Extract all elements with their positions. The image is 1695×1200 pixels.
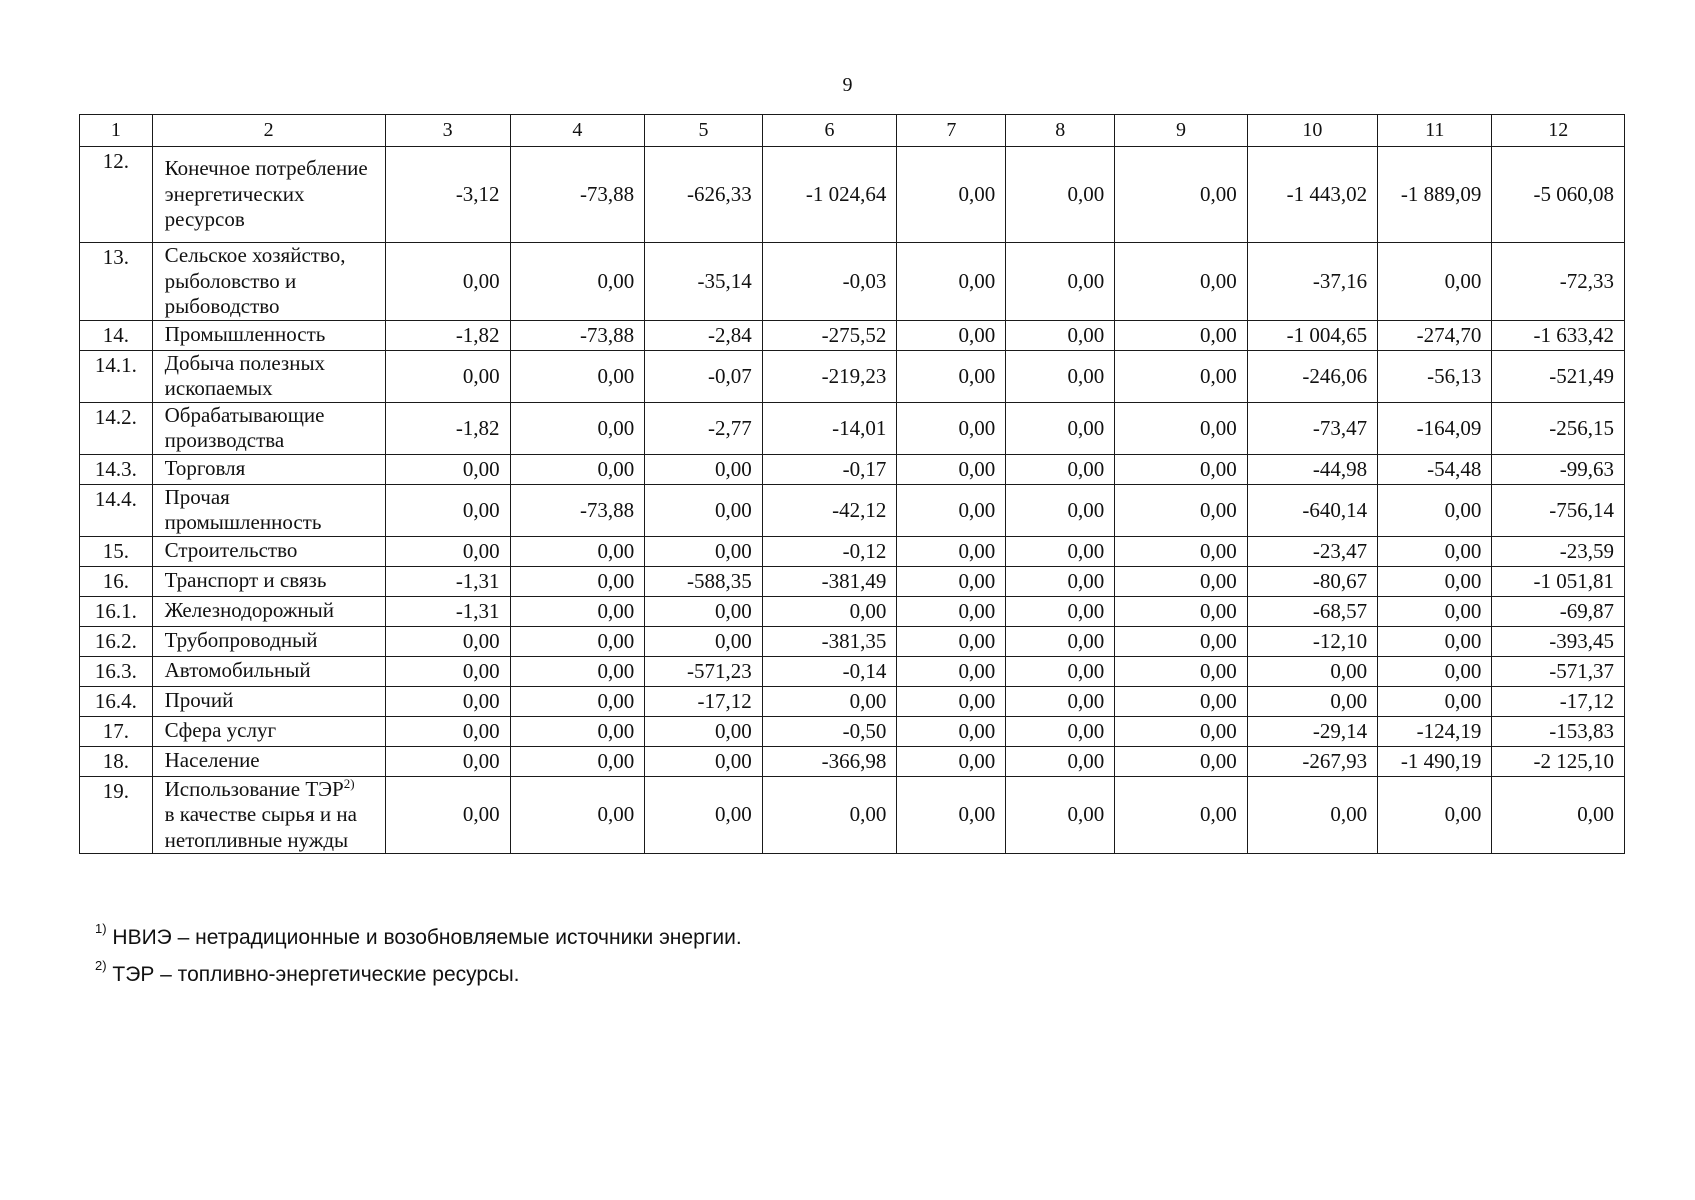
table-row	[80, 686, 1625, 716]
table-row	[80, 716, 1625, 746]
value-cell: -275,52	[762, 320, 897, 350]
value-cell: 0,00	[1247, 686, 1377, 716]
value-cell: -35,14	[645, 243, 763, 321]
value-cell: 0,00	[385, 243, 510, 321]
row-name-continuation: в качестве сырья и на нетопливные нужды	[164, 802, 357, 852]
value-cell: 0,00	[510, 686, 645, 716]
value-cell: -571,37	[1492, 656, 1625, 686]
value-cell: 0,00	[897, 566, 1006, 596]
value-cell: 0,00	[1115, 596, 1247, 626]
value-cell: 0,00	[645, 776, 763, 854]
value-cell: -2 125,10	[1492, 746, 1625, 776]
row-name: Торговля	[152, 454, 385, 484]
value-cell: 0,00	[897, 656, 1006, 686]
value-cell: -640,14	[1247, 484, 1377, 536]
value-cell: -14,01	[762, 402, 897, 454]
table-row	[80, 566, 1625, 596]
row-number: 13.	[80, 243, 153, 321]
row-number: 16.4.	[80, 686, 153, 716]
row-number: 14.1.	[80, 350, 153, 402]
value-cell: 0,00	[897, 626, 1006, 656]
value-cell: 0,00	[1115, 243, 1247, 321]
value-cell: -42,12	[762, 484, 897, 536]
row-number: 14.	[80, 320, 153, 350]
row-number: 17.	[80, 716, 153, 746]
value-cell: -124,19	[1378, 716, 1492, 746]
footnote-text: ТЭР – топливно-энергетические ресурсы.	[112, 963, 520, 986]
value-cell: -1,31	[385, 596, 510, 626]
value-cell: -381,35	[762, 626, 897, 656]
value-cell: 0,00	[1115, 566, 1247, 596]
value-cell: 0,00	[510, 746, 645, 776]
value-cell: 0,00	[645, 536, 763, 566]
value-cell: 0,00	[510, 243, 645, 321]
row-number: 14.3.	[80, 454, 153, 484]
row-name: Сфера услуг	[152, 716, 385, 746]
table-row	[80, 776, 1625, 854]
value-cell: 0,00	[510, 454, 645, 484]
row-name: Обрабатывающие производства	[152, 402, 385, 454]
value-cell: -23,47	[1247, 536, 1377, 566]
value-cell: 0,00	[1115, 402, 1247, 454]
row-name: Строительство	[152, 536, 385, 566]
value-cell: 0,00	[1006, 746, 1115, 776]
row-number: 12.	[80, 147, 153, 243]
value-cell: 0,00	[1115, 716, 1247, 746]
value-cell: -2,84	[645, 320, 763, 350]
value-cell: 0,00	[897, 776, 1006, 854]
row-number: 16.3.	[80, 656, 153, 686]
energy-balance-table	[79, 114, 1625, 854]
column-number-row	[80, 115, 1625, 147]
value-cell: 0,00	[897, 716, 1006, 746]
footnote-ref: 2)	[343, 776, 355, 791]
footnote-mark: 1)	[95, 921, 107, 936]
value-cell: 0,00	[645, 746, 763, 776]
row-name: Автомобильный	[152, 656, 385, 686]
row-name: Транспорт и связь	[152, 566, 385, 596]
value-cell: 0,00	[1378, 566, 1492, 596]
column-header: 6	[762, 115, 897, 147]
value-cell: -381,49	[762, 566, 897, 596]
value-cell: 0,00	[645, 626, 763, 656]
value-cell: -393,45	[1492, 626, 1625, 656]
value-cell: 0,00	[1115, 656, 1247, 686]
value-cell: -626,33	[645, 147, 763, 243]
value-cell: 0,00	[510, 716, 645, 746]
value-cell: 0,00	[897, 402, 1006, 454]
row-number: 16.1.	[80, 596, 153, 626]
value-cell: 0,00	[1006, 566, 1115, 596]
value-cell: 0,00	[897, 454, 1006, 484]
value-cell: 0,00	[1247, 656, 1377, 686]
value-cell: 0,00	[1378, 243, 1492, 321]
row-name	[152, 776, 385, 854]
value-cell: -219,23	[762, 350, 897, 402]
footnote-2	[95, 953, 742, 990]
value-cell: 0,00	[1115, 350, 1247, 402]
row-number: 16.	[80, 566, 153, 596]
value-cell: 0,00	[1006, 243, 1115, 321]
value-cell: -756,14	[1492, 484, 1625, 536]
value-cell: 0,00	[510, 566, 645, 596]
value-cell: -256,15	[1492, 402, 1625, 454]
table-row	[80, 454, 1625, 484]
row-name: Конечное потребление энергетических ресурсов	[152, 147, 385, 243]
value-cell: 0,00	[1006, 350, 1115, 402]
row-number: 18.	[80, 746, 153, 776]
value-cell: -68,57	[1247, 596, 1377, 626]
value-cell: 0,00	[1006, 656, 1115, 686]
value-cell: 0,00	[385, 686, 510, 716]
value-cell: 0,00	[897, 320, 1006, 350]
value-cell: 0,00	[1006, 320, 1115, 350]
value-cell: 0,00	[645, 484, 763, 536]
value-cell: 0,00	[385, 350, 510, 402]
row-number: 14.4.	[80, 484, 153, 536]
value-cell: -164,09	[1378, 402, 1492, 454]
value-cell: -80,67	[1247, 566, 1377, 596]
footnotes	[95, 916, 742, 990]
column-header: 5	[645, 115, 763, 147]
row-name: Промышленность	[152, 320, 385, 350]
value-cell: -571,23	[645, 656, 763, 686]
value-cell: 0,00	[1115, 320, 1247, 350]
value-cell: -1,31	[385, 566, 510, 596]
value-cell: 0,00	[1006, 596, 1115, 626]
table-body	[80, 115, 1625, 854]
value-cell: 0,00	[510, 596, 645, 626]
value-cell: 0,00	[897, 596, 1006, 626]
value-cell: 0,00	[1115, 147, 1247, 243]
value-cell: 0,00	[1378, 484, 1492, 536]
value-cell: -12,10	[1247, 626, 1377, 656]
value-cell: -366,98	[762, 746, 897, 776]
footnote-mark: 2)	[95, 958, 107, 973]
page-number: 9	[842, 74, 853, 96]
value-cell: 0,00	[762, 776, 897, 854]
value-cell: -29,14	[1247, 716, 1377, 746]
value-cell: 0,00	[1115, 536, 1247, 566]
value-cell: 0,00	[510, 350, 645, 402]
column-header: 10	[1247, 115, 1377, 147]
row-number: 14.2.	[80, 402, 153, 454]
row-name: Прочая промышленность	[152, 484, 385, 536]
column-header: 2	[152, 115, 385, 147]
table-row	[80, 320, 1625, 350]
table-row	[80, 746, 1625, 776]
value-cell: -274,70	[1378, 320, 1492, 350]
value-cell: -73,88	[510, 484, 645, 536]
value-cell: 0,00	[1115, 484, 1247, 536]
column-header: 9	[1115, 115, 1247, 147]
value-cell: -73,88	[510, 320, 645, 350]
value-cell: 0,00	[1115, 686, 1247, 716]
table-row	[80, 596, 1625, 626]
row-name: Железнодорожный	[152, 596, 385, 626]
value-cell: -72,33	[1492, 243, 1625, 321]
value-cell: 0,00	[385, 536, 510, 566]
value-cell: 0,00	[897, 746, 1006, 776]
value-cell: -37,16	[1247, 243, 1377, 321]
value-cell: -0,12	[762, 536, 897, 566]
value-cell: -3,12	[385, 147, 510, 243]
value-cell: -1,82	[385, 320, 510, 350]
column-header: 3	[385, 115, 510, 147]
table-row	[80, 147, 1625, 243]
value-cell: 0,00	[1378, 656, 1492, 686]
row-name: Население	[152, 746, 385, 776]
value-cell: -0,14	[762, 656, 897, 686]
value-cell: -521,49	[1492, 350, 1625, 402]
value-cell: -99,63	[1492, 454, 1625, 484]
row-name: Сельское хозяйство, рыболовство и рыбоводство	[152, 243, 385, 321]
value-cell: -1 051,81	[1492, 566, 1625, 596]
value-cell: 0,00	[1115, 776, 1247, 854]
row-number: 19.	[80, 776, 153, 854]
row-number: 15.	[80, 536, 153, 566]
value-cell: -73,88	[510, 147, 645, 243]
value-cell: 0,00	[897, 350, 1006, 402]
value-cell: -54,48	[1378, 454, 1492, 484]
value-cell: 0,00	[897, 484, 1006, 536]
value-cell: 0,00	[762, 686, 897, 716]
value-cell: 0,00	[1378, 626, 1492, 656]
value-cell: 0,00	[385, 776, 510, 854]
value-cell: 0,00	[645, 454, 763, 484]
value-cell: -69,87	[1492, 596, 1625, 626]
row-name-text: Использование ТЭР	[164, 776, 344, 801]
value-cell: 0,00	[1115, 746, 1247, 776]
value-cell: 0,00	[385, 656, 510, 686]
column-header: 4	[510, 115, 645, 147]
value-cell: 0,00	[1006, 536, 1115, 566]
value-cell: -1,82	[385, 402, 510, 454]
table-row	[80, 626, 1625, 656]
value-cell: 0,00	[385, 454, 510, 484]
value-cell: 0,00	[385, 626, 510, 656]
value-cell: -56,13	[1378, 350, 1492, 402]
value-cell: -0,17	[762, 454, 897, 484]
value-cell: -17,12	[1492, 686, 1625, 716]
value-cell: 0,00	[1115, 626, 1247, 656]
value-cell: 0,00	[1378, 776, 1492, 854]
value-cell: -73,47	[1247, 402, 1377, 454]
row-name: Трубопроводный	[152, 626, 385, 656]
value-cell: -1 024,64	[762, 147, 897, 243]
value-cell: -2,77	[645, 402, 763, 454]
value-cell: -1 004,65	[1247, 320, 1377, 350]
value-cell: -1 443,02	[1247, 147, 1377, 243]
column-header: 12	[1492, 115, 1625, 147]
footnote-text: НВИЭ – нетрадиционные и возобновляемые источники энергии.	[112, 926, 742, 949]
value-cell: 0,00	[1006, 484, 1115, 536]
value-cell: 0,00	[510, 402, 645, 454]
value-cell: 0,00	[1006, 626, 1115, 656]
value-cell: 0,00	[645, 716, 763, 746]
value-cell: 0,00	[897, 147, 1006, 243]
table-row	[80, 656, 1625, 686]
value-cell: -153,83	[1492, 716, 1625, 746]
table-row	[80, 350, 1625, 402]
value-cell: 0,00	[1492, 776, 1625, 854]
value-cell: -17,12	[645, 686, 763, 716]
value-cell: -0,07	[645, 350, 763, 402]
value-cell: 0,00	[385, 746, 510, 776]
value-cell: -1 490,19	[1378, 746, 1492, 776]
value-cell: 0,00	[1378, 686, 1492, 716]
value-cell: -23,59	[1492, 536, 1625, 566]
row-number: 16.2.	[80, 626, 153, 656]
value-cell: 0,00	[897, 686, 1006, 716]
row-name: Прочий	[152, 686, 385, 716]
value-cell: -0,03	[762, 243, 897, 321]
value-cell: 0,00	[1006, 686, 1115, 716]
table-row	[80, 402, 1625, 454]
table-row	[80, 484, 1625, 536]
value-cell: 0,00	[1378, 536, 1492, 566]
column-header: 8	[1006, 115, 1115, 147]
value-cell: -5 060,08	[1492, 147, 1625, 243]
value-cell: 0,00	[510, 776, 645, 854]
column-header: 7	[897, 115, 1006, 147]
value-cell: 0,00	[510, 626, 645, 656]
value-cell: -0,50	[762, 716, 897, 746]
value-cell: 0,00	[1006, 776, 1115, 854]
value-cell: 0,00	[897, 536, 1006, 566]
value-cell: 0,00	[1115, 454, 1247, 484]
value-cell: 0,00	[1006, 402, 1115, 454]
value-cell: 0,00	[1006, 454, 1115, 484]
value-cell: 0,00	[897, 243, 1006, 321]
value-cell: -246,06	[1247, 350, 1377, 402]
value-cell: 0,00	[385, 716, 510, 746]
value-cell: 0,00	[1378, 596, 1492, 626]
value-cell: -1 889,09	[1378, 147, 1492, 243]
value-cell: 0,00	[510, 536, 645, 566]
value-cell: 0,00	[1006, 147, 1115, 243]
value-cell: -588,35	[645, 566, 763, 596]
value-cell: 0,00	[385, 484, 510, 536]
value-cell: 0,00	[510, 656, 645, 686]
row-name: Добыча полезных ископаемых	[152, 350, 385, 402]
value-cell: -44,98	[1247, 454, 1377, 484]
footnote-1	[95, 916, 742, 953]
column-header: 11	[1378, 115, 1492, 147]
value-cell: 0,00	[762, 596, 897, 626]
value-cell: 0,00	[1247, 776, 1377, 854]
table-row	[80, 243, 1625, 321]
value-cell: 0,00	[645, 596, 763, 626]
value-cell: -267,93	[1247, 746, 1377, 776]
column-header: 1	[80, 115, 153, 147]
value-cell: -1 633,42	[1492, 320, 1625, 350]
table-row	[80, 536, 1625, 566]
value-cell: 0,00	[1006, 716, 1115, 746]
